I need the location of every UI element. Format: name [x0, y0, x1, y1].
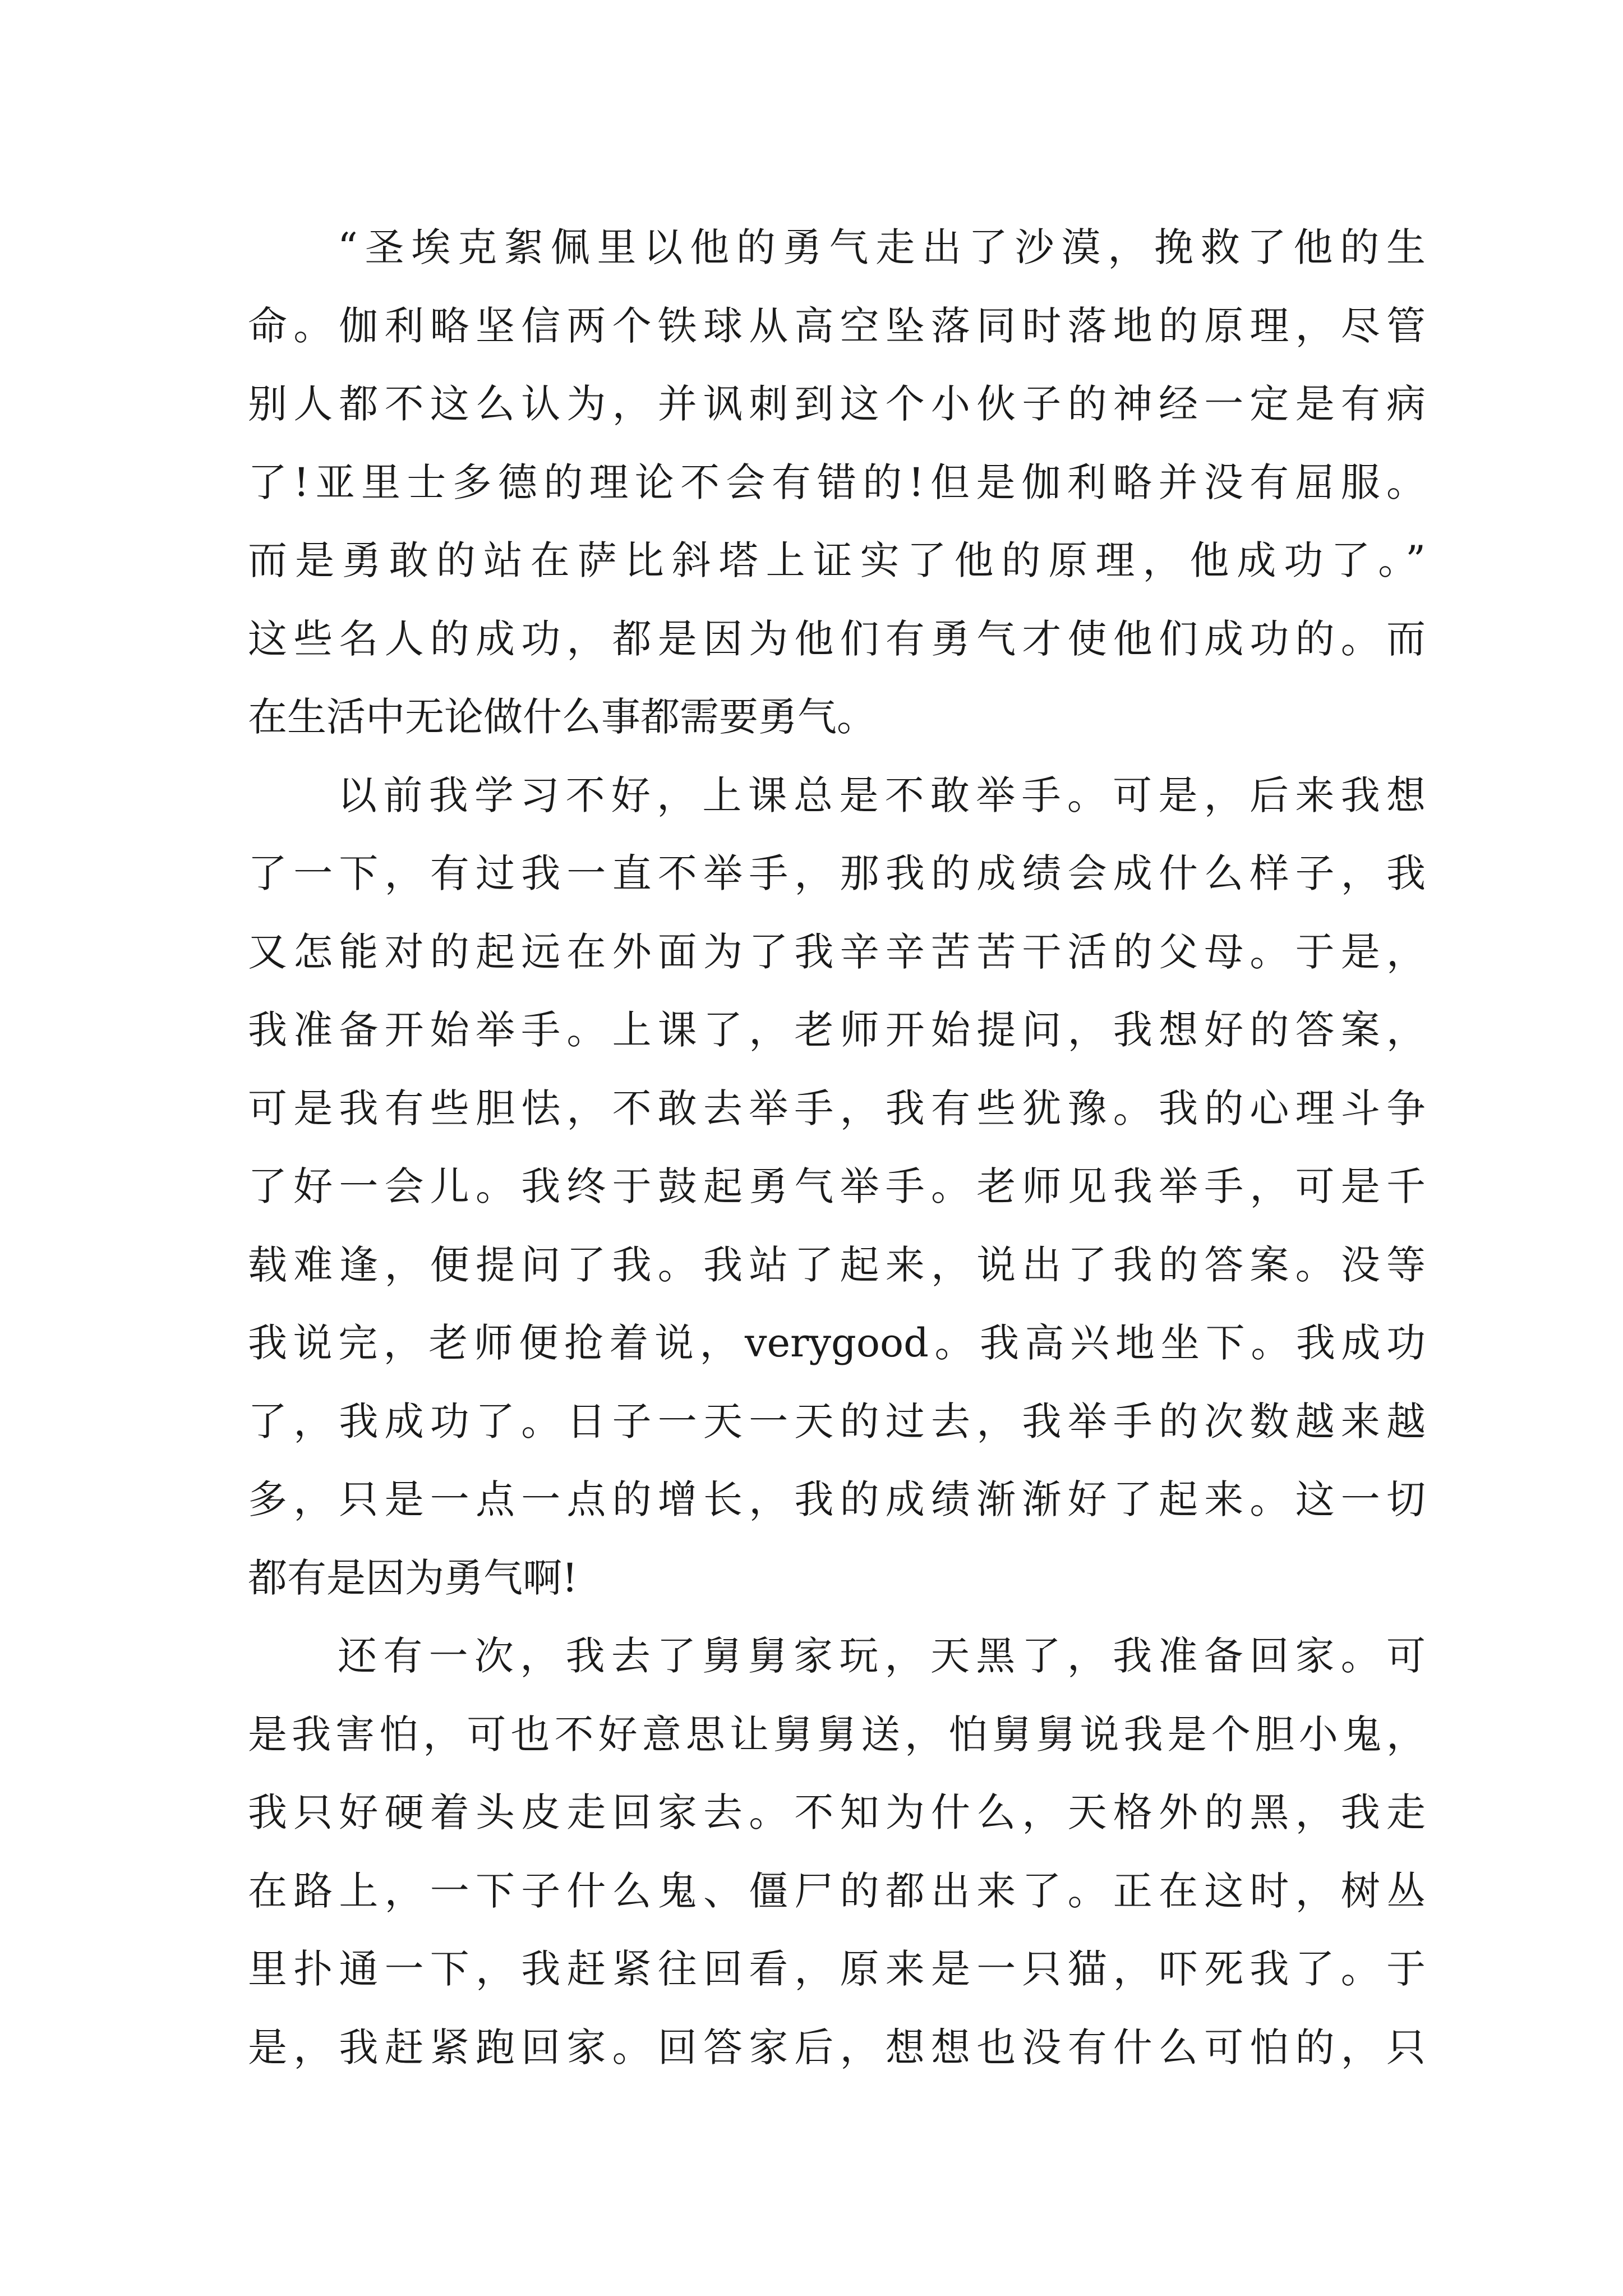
text-line: 以前我学习不好，上课总是不敢举手。可是，后来我想: [338, 772, 1426, 818]
text-line: 别人都不这么认为，并讽刺到这个小伙子的神经一定是有病: [248, 381, 1426, 427]
text-line: 载难逢，便提问了我。我站了起来，说出了我的答案。没等: [248, 1241, 1426, 1288]
text-line: 了一下，有过我一直不举手，那我的成绩会成什么样子，我: [248, 850, 1426, 896]
text-line: 而是勇敢的站在萨比斜塔上证实了他的原理，他成功了。”: [248, 537, 1426, 583]
text-line: 多，只是一点一点的增长，我的成绩渐渐好了起来。这一切: [248, 1476, 1426, 1522]
paragraph-1: [248, 209, 1426, 757]
text-line: 了好一会儿。我终于鼓起勇气举手。老师见我举手，可是千: [248, 1163, 1426, 1209]
text-line: 在生活中无论做什么事都需要勇气。: [248, 694, 876, 740]
text-line: 我只好硬着头皮走回家去。不知为什么，天格外的黑，我走: [248, 1789, 1426, 1835]
text-line: 命。伽利略坚信两个铁球从高空坠落同时落地的原理，尽管: [248, 302, 1426, 349]
text-line: 这些名人的成功，都是因为他们有勇气才使他们成功的。而: [248, 615, 1426, 662]
text-line: 都有是因为勇气啊!: [248, 1554, 578, 1601]
text-line: 里扑通一下，我赶紧往回看，原来是一只猫，吓死我了。于: [248, 1946, 1426, 1992]
text-line: 可是我有些胆怯，不敢去举手，我有些犹豫。我的心理斗争: [248, 1085, 1426, 1131]
text-line: 还有一次，我去了舅舅家玩，天黑了，我准备回家。可: [338, 1633, 1426, 1679]
text-line: 了，我成功了。日子一天一天的过去，我举手的次数越来越: [248, 1398, 1426, 1444]
text-line: 又怎能对的起远在外面为了我辛辛苦苦干活的父母。于是，: [248, 928, 1426, 975]
text-line: 我准备开始举手。上课了，老师开始提问，我想好的答案，: [248, 1007, 1426, 1053]
text-line: 在路上，一下子什么鬼、僵尸的都出来了。正在这时，树丛: [248, 1867, 1426, 1914]
text-line: 我说完，老师便抢着说，verygood。我高兴地坐下。我成功: [248, 1320, 1426, 1366]
text-line: “圣埃克絮佩里以他的勇气走出了沙漠，挽救了他的生: [338, 224, 1426, 270]
text-line: 是，我赶紧跑回家。回答家后，想想也没有什么可怕的，只: [248, 2024, 1426, 2070]
text-line: 了!亚里士多德的理论不会有错的!但是伽利略并没有屈服。: [248, 459, 1426, 505]
paragraph-3: [248, 1617, 1426, 2087]
body-text: [248, 209, 1426, 2087]
paragraph-2: [248, 757, 1426, 1618]
text-line: 是我害怕，可也不好意思让舅舅送，怕舅舅说我是个胆小鬼，: [248, 1711, 1426, 1757]
